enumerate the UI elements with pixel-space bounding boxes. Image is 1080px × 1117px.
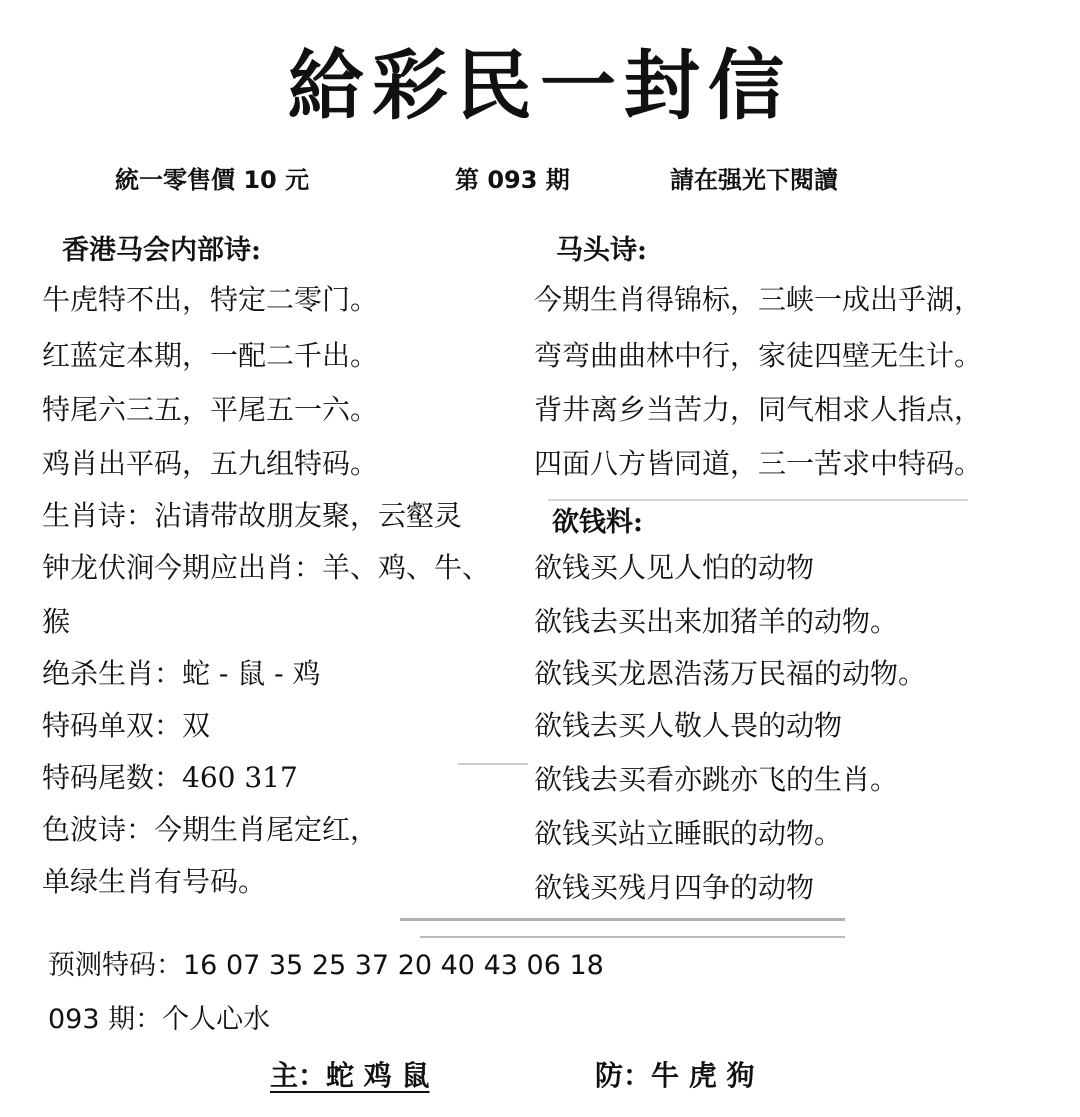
left-poem-line-2: 红蓝定本期，一配二千出。: [42, 339, 379, 372]
page-title: 給彩民一封信: [288, 41, 792, 130]
left-poem-line-3: 特尾六三五，平尾五一六。: [42, 393, 379, 426]
left-heading: 香港马会内部诗:: [62, 235, 261, 266]
scan-noise: [400, 918, 845, 921]
zodiac-poem-line-1: 生肖诗：沾请带故朋友聚，云壑灵: [42, 499, 463, 532]
main-pick: 主：蛇 鸡 鼠: [270, 1059, 430, 1092]
right-heading: 马头诗:: [556, 235, 647, 266]
kill-zodiac: 绝杀生肖：蛇 - 鼠 - 鸡: [42, 657, 321, 690]
tail-numbers: 特码尾数：460 317: [42, 761, 298, 794]
price-label: 統一零售價 10 元: [115, 166, 310, 194]
left-poem-line-4: 鸡肖出平码，五九组特码。: [42, 447, 379, 480]
zodiac-poem-line-3: 猴: [42, 605, 71, 638]
scan-noise: [458, 763, 528, 765]
riddle-heading: 欲钱料:: [552, 507, 643, 538]
right-poem-line-4: 四面八方皆同道，三一苦求中特码。: [534, 447, 983, 480]
left-poem-line-1: 牛虎特不出，特定二零门。: [42, 283, 379, 316]
zodiac-poem-line-2: 钟龙伏涧今期应出肖：羊、鸡、牛、: [42, 551, 491, 584]
prediction-numbers: 预测特码：16 07 35 25 37 20 40 43 06 18: [48, 950, 604, 981]
right-poem-line-2: 弯弯曲曲林中行，家徒四壁无生计。: [534, 339, 983, 372]
riddle-line-1: 欲钱买人见人怕的动物: [534, 551, 815, 584]
riddle-line-6: 欲钱买站立睡眠的动物。: [534, 817, 843, 850]
riddle-line-2: 欲钱去买出来加猪羊的动物。: [534, 605, 899, 638]
riddle-line-7: 欲钱买残月四争的动物: [534, 871, 815, 904]
riddle-line-3: 欲钱买龙恩浩荡万民福的动物。: [534, 657, 927, 690]
guard-pick: 防：牛 虎 狗: [595, 1059, 755, 1092]
right-poem-line-3: 背井离乡当苦力，同气相求人指点，: [534, 393, 983, 426]
riddle-line-5: 欲钱去买看亦跳亦飞的生肖。: [534, 763, 899, 796]
odd-even: 特码单双：双: [42, 709, 211, 742]
scan-noise: [420, 936, 845, 938]
color-poem-line-2: 单绿生肖有号码。: [42, 865, 267, 898]
issue-pick: 093 期：个人心水: [48, 1004, 271, 1035]
right-poem-line-1: 今期生肖得锦标，三峡一成出乎湖，: [534, 283, 983, 316]
reading-notice: 請在强光下閱讀: [670, 166, 838, 194]
scan-noise: [548, 499, 968, 501]
issue-label: 第 093 期: [455, 166, 570, 194]
color-poem-line-1: 色波诗：今期生肖尾定红，: [42, 813, 379, 846]
riddle-line-4: 欲钱去买人敬人畏的动物: [534, 709, 843, 742]
